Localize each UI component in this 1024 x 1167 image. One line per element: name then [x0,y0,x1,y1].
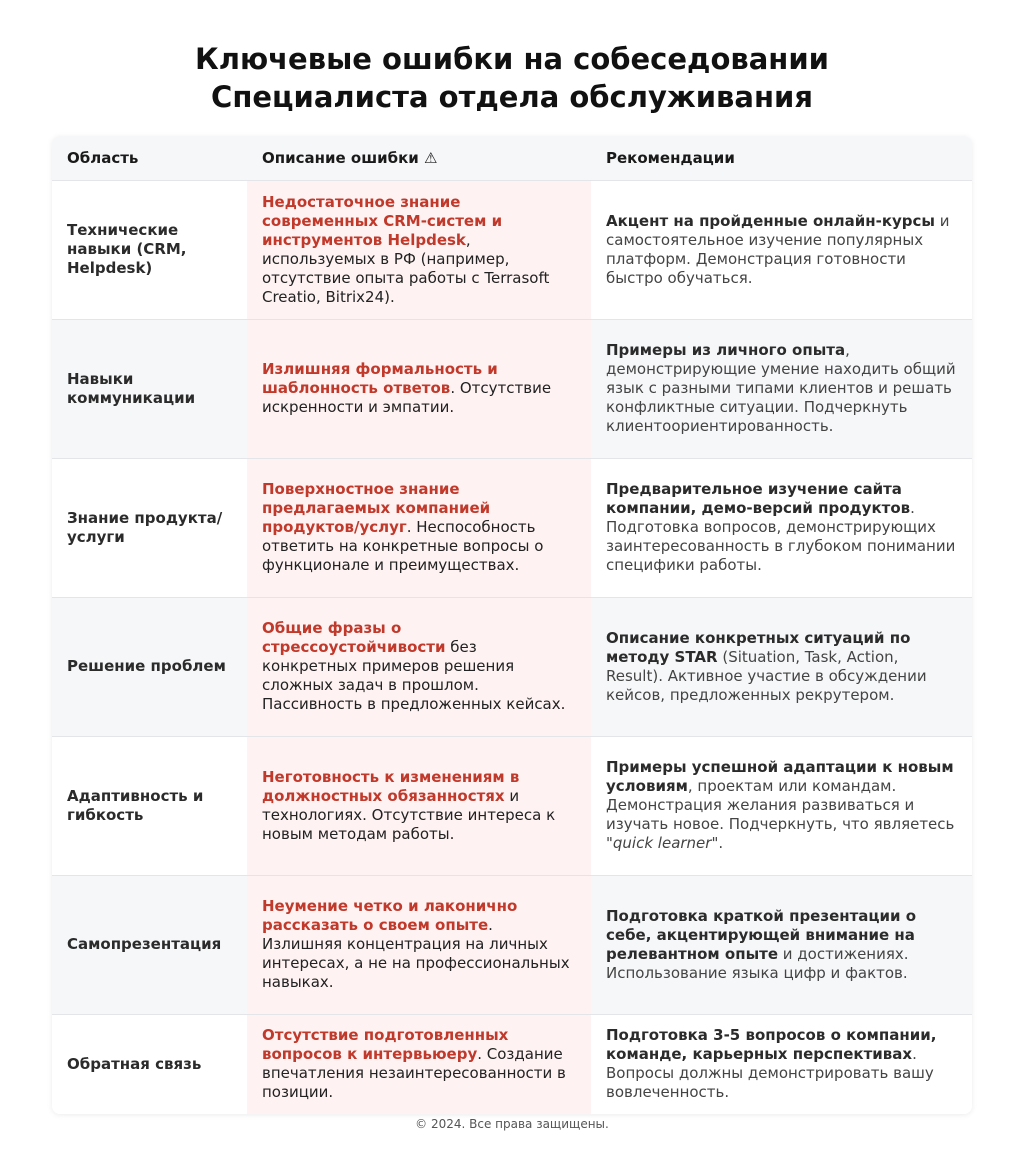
footer-copyright: © 2024. Все права защищены. [415,1117,609,1131]
header-recommendation: Рекомендации [591,136,972,180]
error-cell [247,458,591,597]
recommendation-cell [591,1014,972,1114]
area-cell: Технические навыки (CRM, Helpdesk) [67,221,187,277]
area-cell: Решение проблем [67,657,226,675]
error-highlight: Неготовность к изменениям в должностных обязанностях [262,767,520,805]
recommendation-cell [591,736,972,875]
table-header-row [52,136,972,180]
recommendation-highlight: Примеры успешной адаптации к новым условиям [606,758,954,795]
recommendation-cell [591,458,972,597]
recommendation-cell [591,319,972,458]
recommendation-cell [591,875,972,1014]
area-cell: Обратная связь [67,1054,202,1073]
recommendation-text: . Подготовка вопросов, демонстрирующих заинтересованность в глубоком понимании специфики работы. [606,499,956,574]
error-cell [247,597,591,736]
recommendation-text: , демонстрирующие умение находить общий язык с разными типами клиентов и решать конфликтные ситуации. Подчеркнуть клиентоориентированность. [606,341,956,435]
recommendation-cell [591,180,972,319]
error-highlight: Неумение четко и лаконично рассказать о своем опыте [262,897,518,934]
area-cell: Адаптивность и гибкость [67,786,204,824]
error-cell [247,180,591,319]
recommendation-highlight: Примеры из личного опыта [606,341,846,359]
table-row [52,1014,972,1114]
table-row [52,458,972,597]
header-area: Область [52,136,247,180]
header-error: Описание ошибки ⚠ [247,136,591,180]
recommendation-text: , проектам или командам. Демонстрация желания развиваться и изучать новое. Подчеркнуть, что являетесь [606,777,955,833]
recommendation-text: . Вопросы должны демонстрировать вашу вовлеченность. [606,1045,934,1102]
area-cell: Самопрезентация [67,935,222,953]
recommendation-tail: . [718,834,724,852]
table-row [52,875,972,1014]
error-cell [247,1014,591,1114]
error-text: . Неспособность ответить на конкретные вопросы о функционале и преимуществах. [262,518,544,574]
error-text: . Излишняя концентрация на личных интересах, а не на профессиональных навыках. [262,916,570,991]
table-row [52,180,972,319]
recommendation-highlight: Акцент на пройденные онлайн-курсы [606,211,935,230]
error-cell [247,319,591,458]
error-highlight: Недостаточное знание современных CRM-систем и инструментов Helpdesk [262,192,503,249]
error-highlight: Общие фразы о стрессоустойчивости [262,619,446,656]
error-text: . Отсутствие искренности и эмпатии. [262,379,552,416]
page-title-line-1: Ключевые ошибки на собеседовании [195,42,829,76]
mistakes-table [52,136,972,1114]
recommendation-text: (Situation, Task, Action, Result). Активное участие в обсуждении кейсов, предложенных рекрутером. [606,647,927,704]
page-title-line-2: Специалиста отдела обслуживания [211,80,813,114]
error-text: без конкретных примеров решения сложных задач в прошлом. Пассивность в предложенных кейсах. [262,638,566,713]
mistakes-table-card [52,136,972,1114]
table-row [52,597,972,736]
error-cell [247,736,591,875]
error-text: . Создание впечатления незаинтересованности в позиции. [262,1045,566,1102]
recommendation-text: и достижениях. Использование языка цифр и фактов. [606,944,909,982]
area-cell: Знание продукта/услуги [67,508,223,546]
error-highlight: Отсутствие подготовленных вопросов к интервьюеру [262,1026,509,1064]
recommendation-highlight: Предварительное изучение сайта компании, демо-версий продуктов [606,480,911,517]
error-text: , используемых в РФ (например, отсутствие опыта работы с Terrasoft Creatio, Bitrix24). [262,230,550,306]
error-highlight: Излишняя формальность и шаблонность ответов [262,360,498,397]
table-row [52,319,972,458]
recommendation-highlight: Подготовка 3-5 вопросов о компании, команде, карьерных перспективах [606,1026,937,1064]
error-cell [247,875,591,1014]
area-cell: Навыки коммуникации [67,369,196,407]
table-row [52,736,972,875]
recommendation-text: и самостоятельное изучение популярных платформ. Демонстрация готовности быстро обучаться. [606,211,950,287]
error-text: и технологиях. Отсутствие интереса к новым методам работы. [262,786,556,843]
page-title [0,0,1024,116]
recommendation-cell [591,597,972,736]
recommendation-highlight: Описание конкретных ситуаций по методу STAR [606,628,911,666]
recommendation-italic: "quick learner" [606,834,719,852]
recommendation-highlight: Подготовка краткой презентации о себе, акцентирующей внимание на релевантном опыте [606,906,917,963]
error-highlight: Поверхностное знание предлагаемых компанией продуктов/услуг [262,480,491,536]
